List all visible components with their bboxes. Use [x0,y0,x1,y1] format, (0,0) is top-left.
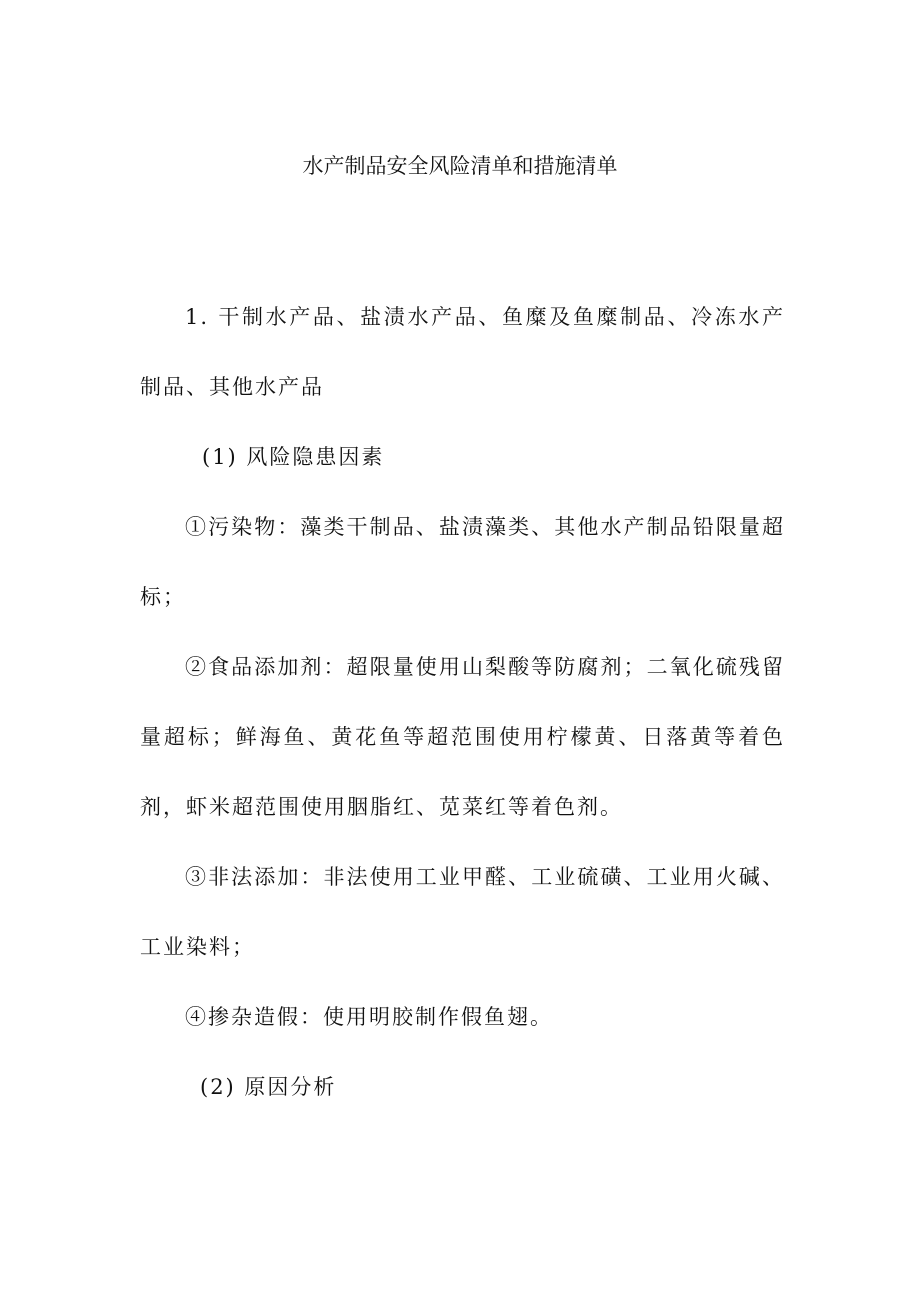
subsection-heading-cause-analysis: (2) 原因分析 [200,1075,337,1099]
section-heading-1: 1. 干制水产品、盐渍水产品、鱼糜及鱼糜制品、冷冻水产制品、其他水产品 [140,305,785,399]
document-body [140,282,785,1122]
risk-item-contaminants: ①污染物：藻类干制品、盐渍藻类、其他水产制品铅限量超标； [140,515,785,609]
subsection-heading-risk-factors: (1) 风险隐患因素 [202,445,385,469]
document-title: 水产制品安全风险清单和措施清单 [302,154,618,178]
risk-item-food-additives: ②食品添加剂：超限量使用山梨酸等防腐剂；二氧化硫残留量超标；鲜海鱼、黄花鱼等超范围使用柠檬黄、日落黄等着色剂，虾米超范围使用胭脂红、苋菜红等着色剂。 [140,655,785,819]
risk-item-illegal-additions: ③非法添加：非法使用工业甲醛、工业硫磺、工业用火碱、工业染料； [140,865,785,959]
risk-item-adulteration: ④掺杂造假：使用明胶制作假鱼翅。 [185,1005,553,1029]
